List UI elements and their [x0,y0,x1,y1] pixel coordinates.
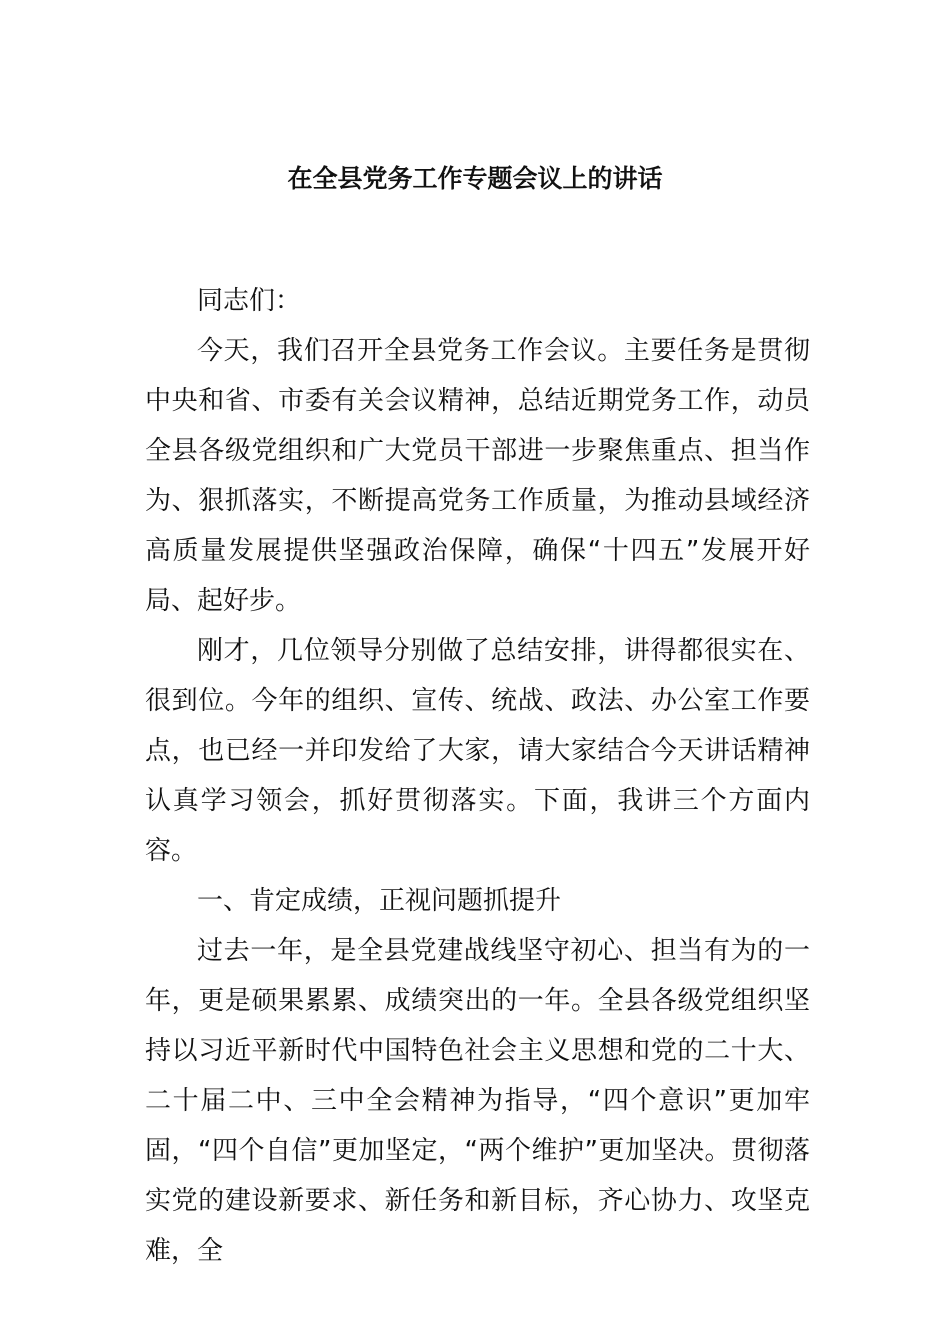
document-title: 在全县党务工作专题会议上的讲话 [287,164,663,193]
section-paragraph: 过去一年，是全县党建战线坚守初心、担当有为的一年，更是硕果累累、成绩突出的一年。全县各级党组织坚持以习近平新时代中国特色社会主义思想和党的二十大、二十届二中、三中全会精神为指导，“四个意识”更加牢固，“四个自信”更加坚定，“两个维护”更加坚决。贯彻落实党的建设新要求、新任务和新目标，齐心协力、攻坚克难，全 [145,936,810,1266]
context-paragraph: 刚才，几位领导分别做了总结安排，讲得都很实在、很到位。今年的组织、宣传、统战、政法、办公室工作要点，也已经一并印发给了大家，请大家结合今天讲话精神认真学习领会，抓好贯彻落实。下面，我讲三个方面内容。 [145,636,810,866]
section-heading: 一、肯定成绩，正视问题抓提升 [197,886,562,916]
salutation-paragraph: 同志们： [197,286,302,316]
intro-paragraph: 今天，我们召开全县党务工作会议。主要任务是贯彻中央和省、市委有关会议精神，总结近期党务工作，动员全县各级党组织和广大党员干部进一步聚焦重点、担当作为、狠抓落实，不断提高党务工作质量，为推动县域经济高质量发展提供坚强政治保障，确保“十四五”发展开好局、起好步。 [145,336,810,616]
document-body [145,276,810,1276]
